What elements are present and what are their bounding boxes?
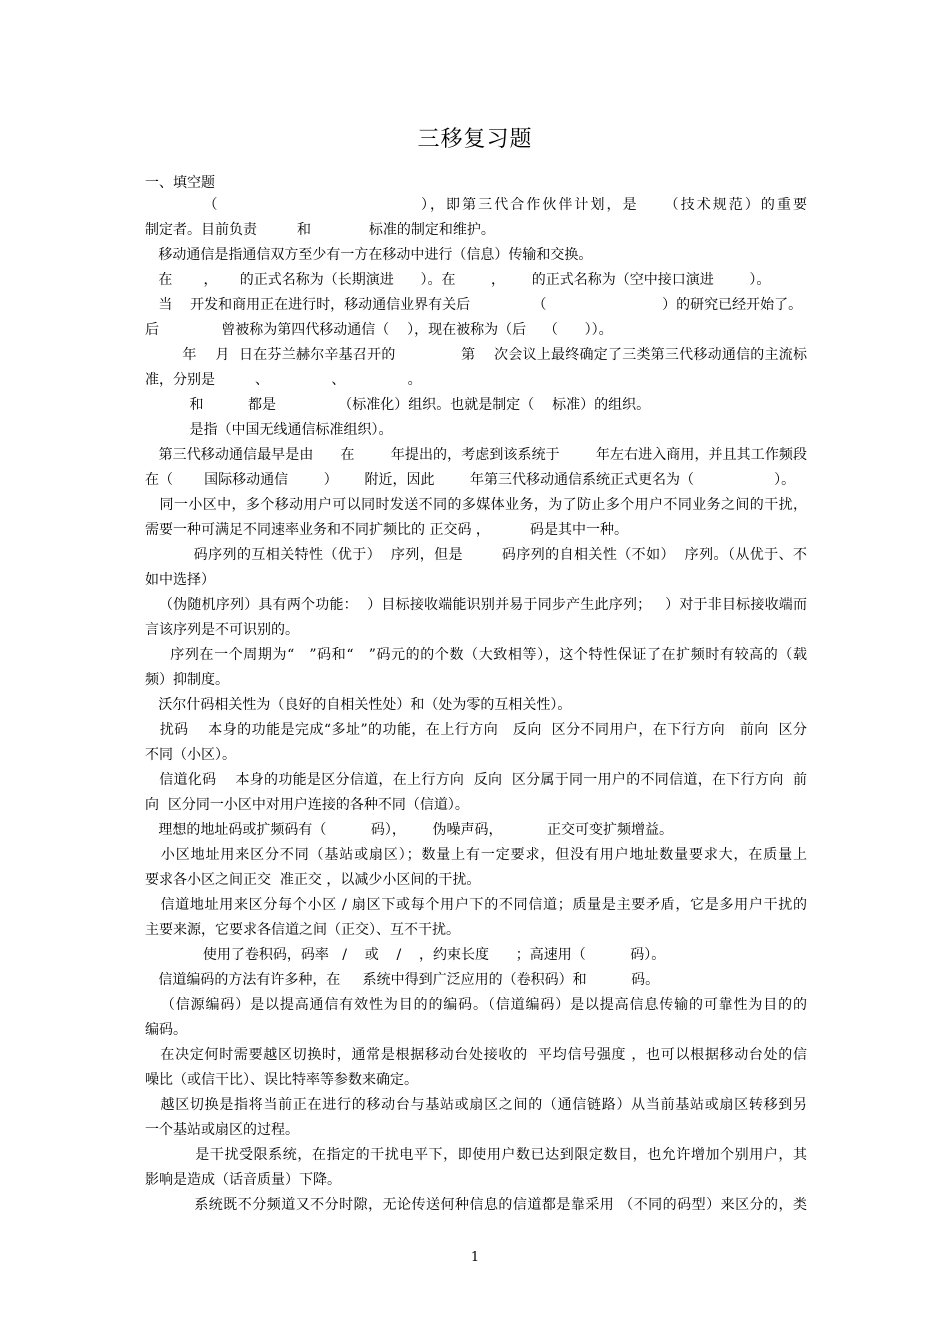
- text-line: 年 月 日在芬兰赫尔辛基召开的 第 次会议上最终确定了三类第三代移动通信的主流标: [145, 347, 807, 363]
- text-line: 同一小区中，多个移动用户可以同时发送不同的多媒体业务，为了防止多个用户不同业务之间的干扰，: [145, 497, 807, 513]
- text-line: 频）抑制度。: [145, 672, 229, 688]
- text-line: 是指（中国无线通信标准组织）。: [145, 422, 393, 438]
- text-line: （ ），即第三代合作伙伴计划，是 （技术规范）的重要: [145, 197, 807, 213]
- text-line: 当 开发和商用正在进行时，移动通信业界有关后 （ ）的研究已经开始了。: [145, 297, 803, 313]
- text-line: 信道化码 本身的功能是区分信道，在上行方向 反向 区分属于同一用户的不同信道，在下行方向 前: [145, 772, 807, 788]
- text-line: 主要来源，它要求各信道之间（正交）、互不干扰。: [145, 922, 460, 938]
- text-line: 要求各小区之间正交 准正交 ，以减少小区间的干扰。: [145, 872, 481, 888]
- text-line: 和 都是 （标准化）组织。也就是制定（ 标准）的组织。: [145, 397, 651, 413]
- text-line: 扰码 本身的功能是完成“多址”的功能，在上行方向 反向 区分不同用户，在下行方向 前向 区分: [145, 722, 807, 738]
- text-line: 信道地址用来区分每个小区 / 扇区下或每个用户下的不同信道；质量是主要矛盾，它是多用户干扰的: [145, 897, 807, 913]
- text-line: 信道编码的方法有许多种，在 系统中得到广泛应用的（卷积码）和 码。: [145, 972, 660, 988]
- document-title: 三移复习题: [417, 127, 533, 152]
- document-body: [145, 193, 807, 1218]
- text-line: 后 曾被称为第四代移动通信（ ），现在被称为（后 （ ））。: [145, 322, 613, 338]
- text-line: 理想的地址码或扩频码有（ 码）， 伪噪声码， 正交可变扩频增益。: [145, 822, 674, 838]
- text-line: 序列在一个周期为“ ”码和“ ”码元的的个数（大致相等），这个特性保证了在扩频时有较高的（载: [145, 647, 807, 663]
- text-line: 不同（小区）。: [145, 747, 236, 763]
- page-number: 1: [470, 1250, 480, 1265]
- text-line: 在 ， 的正式名称为（长期演进 ）。在 ， 的正式名称为（空中接口演进 ）。: [145, 272, 771, 288]
- text-line: 第三代移动通信最早是由 在 年提出的，考虑到该系统于 年左右进入商用，并且其工作频段: [145, 447, 807, 463]
- text-line: 如中选择）: [145, 572, 215, 588]
- section-heading: 一、填空题: [145, 175, 215, 191]
- text-line: 编码。: [145, 1022, 187, 1038]
- text-line: 在决定何时需要越区切换时，通常是根据移动台处接收的 平均信号强度 ，也可以根据移动台处的信: [145, 1047, 807, 1063]
- text-line: 在（ 国际移动通信 ） 附近，因此 年第三代移动通信系统正式更名为（ ）。: [145, 472, 796, 488]
- text-line: 沃尔什码相关性为（良好的自相关性处）和（处为零的互相关性）。: [145, 697, 572, 713]
- text-line: 系统既不分频道又不分时隙，无论传送何种信息的信道都是靠采用 （不同的码型）来区分的，类: [145, 1197, 807, 1213]
- text-line: 一个基站或扇区的过程。: [145, 1122, 299, 1138]
- text-line: 移动通信是指通信双方至少有一方在移动中进行（信息）传输和交换。: [145, 247, 593, 263]
- text-line: 噪比（或信干比）、误比特率等参数来确定。: [145, 1072, 418, 1088]
- text-line: （信源编码）是以提高通信有效性为目的的编码。（信道编码）是以提高信息传输的可靠性为目的的: [145, 997, 807, 1013]
- text-line: （伪随机序列）具有两个功能： ）目标接收端能识别并易于同步产生此序列； ）对于非目标接收端而: [145, 597, 807, 613]
- text-line: 向 区分同一小区中对用户连接的各种不同（信道）。: [145, 797, 469, 813]
- text-line: 影响是造成（话音质量）下降。: [145, 1172, 341, 1188]
- text-line: 需要一种可满足不同速率业务和不同扩频比的 正交码 ， 码是其中一种。: [145, 522, 628, 538]
- text-line: 使用了卷积码，码率 / 或 / ，约束长度 ；高速用（ 码）。: [145, 947, 666, 963]
- text-line: 制定者。目前负责 和 标准的制定和维护。: [145, 222, 495, 238]
- text-line: 是干扰受限系统，在指定的干扰电平下，即使用户数已达到限定数目，也允许增加个别用户，其: [145, 1147, 807, 1163]
- text-line: 码序列的互相关特性（优于） 序列，但是 码序列的自相关性（不如） 序列。（从优于、不: [145, 547, 807, 563]
- text-line: 越区切换是指将当前正在进行的移动台与基站或扇区之间的（通信链路）从当前基站或扇区转移到另: [145, 1097, 807, 1113]
- text-line: 小区地址用来区分不同（基站或扇区）；数量上有一定要求，但没有用户地址数量要求大，在质量上: [145, 847, 807, 863]
- text-line: 言该序列是不可识别的。: [145, 622, 299, 638]
- text-line: 准，分别是 、 、 。: [145, 372, 422, 388]
